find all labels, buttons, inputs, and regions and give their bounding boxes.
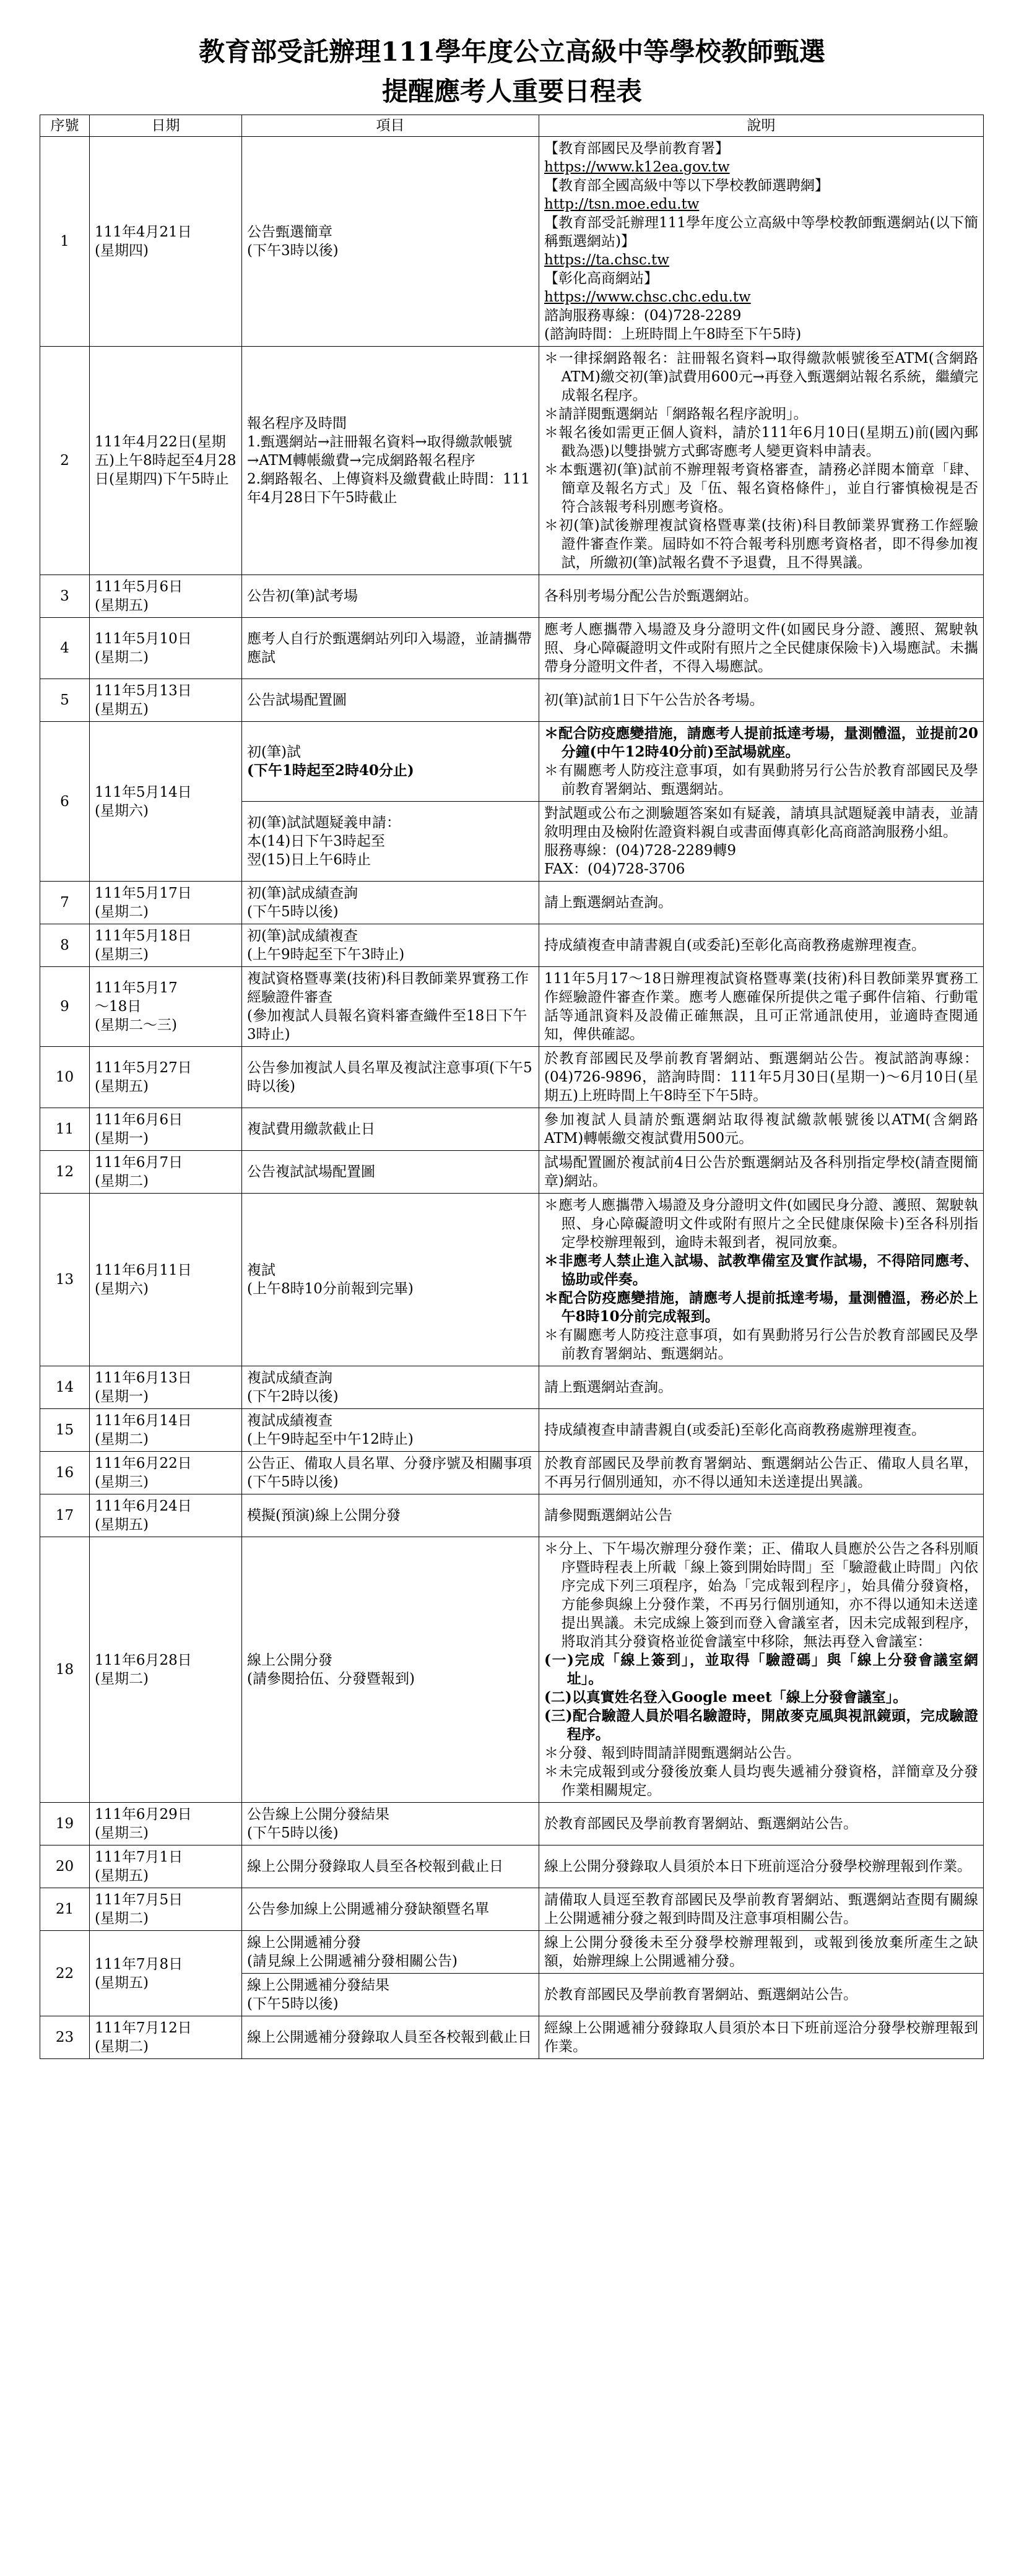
- table-row: [40, 2016, 984, 2059]
- row-number-line: 1: [60, 233, 69, 249]
- row-item: [242, 882, 539, 924]
- row-description-line: 諮詢服務專線：(04)728-2289: [544, 308, 742, 324]
- row-date: [90, 1537, 242, 1803]
- row-item: [242, 967, 539, 1047]
- row-item-line: 公告參加線上公開遞補分發缺額暨名單: [247, 1901, 489, 1917]
- row-date-line: 111年6月14日: [95, 1413, 192, 1429]
- row-item-line: (上午8時10分前報到完畢): [247, 1281, 414, 1297]
- row-date: [90, 575, 242, 618]
- row-date: [90, 1888, 242, 1931]
- row-number-line: 23: [55, 2029, 74, 2045]
- row-item-line: 複試: [247, 1262, 276, 1278]
- row-description-line: 線上公開分發錄取人員須於本日下班前逕洽分發學校辦理報到作業。: [544, 1858, 971, 1875]
- row-description: [539, 1974, 984, 2016]
- row-item: [242, 1888, 539, 1931]
- table-row: [40, 679, 984, 722]
- row-item-line: (上午9時起至中午12時止): [247, 1431, 414, 1447]
- row-description-line: 對試題或公布之測驗題答案如有疑義，請填具試題疑義申請表，並請敘明理由及檢附佐證資料親自或書面傳真彰化高商諮詢服務小組。: [544, 805, 978, 840]
- row-date: [90, 1931, 242, 2016]
- row-item-line: 公告參加複試人員名單及複試注意事項(下午5時以後): [247, 1060, 532, 1095]
- row-date-line: (星期六): [95, 802, 149, 819]
- row-description-line: http://tsn.moe.edu.tw: [544, 196, 700, 212]
- row-description: [539, 967, 984, 1047]
- row-number-line: 17: [55, 1507, 74, 1524]
- row-item: [242, 137, 539, 347]
- table-row: [40, 1151, 984, 1194]
- row-date-line: 111年7月12日: [95, 2020, 192, 2036]
- row-item-line: 公告試場配置圖: [247, 692, 347, 708]
- row-description-line: 服務專線：(04)728-2289轉9: [544, 843, 737, 859]
- row-item-line: 初(筆)試試題疑義申請：: [247, 815, 401, 831]
- row-date: [90, 882, 242, 924]
- row-number: [40, 1366, 90, 1409]
- row-description: [539, 137, 984, 347]
- row-description: [539, 2016, 984, 2059]
- row-description-line: https://www.k12ea.gov.tw: [544, 159, 730, 175]
- row-description-line: ＊分上、下午場次辦理分發作業；正、備取人員應於公告之各科別順序暨時程表上所載「線上簽到開始時間」至「驗證截止時間」內依序完成下列三項程序，始為「完成報到程序」，始具備分發資格，方能參與線上分發作業，不再另行個別通知，亦不得以通知未送達提出異議。未完成線上簽到而登入會議室者，因未完成報到程序，將取消其分發資格並從會議室中移除，無法再登入會議室：: [544, 1541, 978, 1650]
- row-item-line: 複試成績查詢: [247, 1370, 332, 1386]
- row-number: [40, 137, 90, 347]
- row-description-line: 於教育部國民及學前教育署網站、甄選網站公告正、備取人員名單，不再另行個別通知，亦不得以通知未送達提出異議。: [544, 1455, 978, 1490]
- row-description: [539, 722, 984, 802]
- row-date-line: 111年5月6日: [95, 579, 183, 595]
- row-description-line: ＊有關應考人防疫注意事項，如有異動將另行公告於教育部國民及學前教育署網站、甄選網站。: [544, 1327, 978, 1362]
- row-description-line: ＊本甄選初(筆)試前不辦理報考資格審查，請務必詳閱本簡章「肆、簡章及報名方式」及「伍、報名資格條件」，並自行審慎檢視是否符合該報考科別應考資格。: [544, 462, 978, 515]
- row-description-line: 各科別考場分配公告於甄選網站。: [544, 588, 758, 604]
- row-item: [242, 1974, 539, 2016]
- row-number: [40, 967, 90, 1047]
- row-date: [90, 722, 242, 882]
- row-date-line: 111年5月13日: [95, 683, 192, 699]
- row-date-line: (星期三): [95, 947, 149, 963]
- row-description-line: 參加複試人員請於甄選網站取得複試繳款帳號後以ATM(含網路ATM)轉帳繳交複試費用500元。: [544, 1112, 978, 1147]
- row-number-line: 12: [55, 1164, 74, 1180]
- row-number: [40, 924, 90, 967]
- row-date-line: (星期五): [95, 1868, 149, 1884]
- table-row: [40, 1409, 984, 1452]
- row-description-line: 初(筆)試前1日下午公告於各考場。: [544, 692, 764, 708]
- row-date: [90, 137, 242, 347]
- row-date-line: 111年6月22日: [95, 1455, 192, 1472]
- row-item-line: 初(筆)試: [247, 744, 301, 760]
- row-date-line: 111年5月27日: [95, 1060, 192, 1076]
- row-number: [40, 347, 90, 575]
- row-date: [90, 2016, 242, 2059]
- row-number-line: 22: [55, 1965, 74, 1982]
- row-item: [242, 1047, 539, 1108]
- row-item-line: 線上公開遞補分發錄取人員至各校報到截止日: [247, 2029, 532, 2045]
- row-description: [539, 1803, 984, 1845]
- row-date-line: (星期五): [95, 1974, 149, 1991]
- row-description: [539, 924, 984, 967]
- row-description-line: ＊未完成報到或分發後放棄人員均喪失遞補分發資格，詳簡章及分發作業相關規定。: [544, 1764, 978, 1798]
- header-date: 日期: [90, 115, 242, 137]
- table-row: [40, 1537, 984, 1803]
- row-date: [90, 967, 242, 1047]
- row-description-line: https://ta.chsc.tw: [544, 252, 669, 268]
- row-description: [539, 1931, 984, 1974]
- row-date: [90, 1108, 242, 1151]
- row-item-line: 2.網路報名、上傳資料及繳費截止時間：111年4月28日下午5時截止: [247, 471, 530, 506]
- table-row: [40, 1494, 984, 1537]
- row-date: [90, 1452, 242, 1494]
- row-number-line: 20: [55, 1858, 74, 1875]
- row-date-line: 111年5月18日: [95, 928, 192, 944]
- table-row: [40, 1194, 984, 1366]
- row-date-line: (星期五): [95, 1078, 149, 1095]
- row-description: [539, 1409, 984, 1452]
- row-number-line: 21: [55, 1901, 74, 1917]
- row-date-line: (星期二～三): [95, 1017, 177, 1033]
- row-number-line: 11: [55, 1121, 74, 1137]
- row-date: [90, 1494, 242, 1537]
- row-item-line: (下午2時以後): [247, 1389, 339, 1405]
- header-item: 項目: [242, 115, 539, 137]
- row-number-line: 10: [55, 1069, 74, 1085]
- row-description-line: 於教育部國民及學前教育署網站、甄選網站公告。: [544, 1816, 857, 1832]
- row-description: [539, 802, 984, 882]
- row-item-line: 複試成績複查: [247, 1413, 332, 1429]
- row-item-line: (請參閱拾伍、分發暨報到): [247, 1671, 415, 1687]
- row-item-line: 線上公開分發: [247, 1652, 332, 1668]
- row-date: [90, 1047, 242, 1108]
- row-item-line: 應考人自行於甄選網站列印入場證，並請攜帶應試: [247, 631, 532, 666]
- row-description-line: ＊應考人應攜帶入場證及身分證明文件(如國民身分證、護照、駕駛執照、身心障礙證明文件或附有照片之全民健康保險卡)至各科別指定學校辦理報到，逾時未報到者，視同放棄。: [544, 1197, 978, 1251]
- row-description: [539, 1452, 984, 1494]
- row-date: [90, 1845, 242, 1888]
- row-item-line: (下午5時以後): [247, 904, 339, 920]
- row-date-line: (星期二): [95, 1671, 149, 1687]
- row-description-line: (三)配合驗證人員於唱名驗證時，開啟麥克風與視訊鏡頭，完成驗證程序。: [544, 1707, 978, 1743]
- row-item-line: 公告甄選簡章: [247, 224, 332, 240]
- row-description-line: ＊一律採網路報名：註冊報名資料→取得繳款帳號後至ATM(含網路ATM)繳交初(筆)試費用600元→再登入甄選網站報名系統，繼續完成報名程序。: [544, 350, 978, 404]
- row-number-line: 9: [60, 999, 69, 1015]
- row-date: [90, 1194, 242, 1366]
- table-header-row: [40, 115, 984, 137]
- row-item-line: 初(筆)試成績查詢: [247, 885, 358, 901]
- row-description: [539, 1537, 984, 1803]
- row-date-line: 111年4月21日: [95, 224, 192, 240]
- row-description-line: ＊有關應考人防疫注意事項，如有異動將另行公告於教育部國民及學前教育署網站、甄選網站。: [544, 763, 978, 797]
- row-item-line: (下午5時以後): [247, 1996, 339, 2012]
- row-number-line: 19: [55, 1816, 74, 1832]
- row-item-line: (上午9時起至下午3時止): [247, 947, 405, 963]
- row-date-line: 111年7月5日: [95, 1892, 183, 1908]
- row-item-line: 本(14)日下午3時起至: [247, 833, 385, 849]
- row-item: [242, 575, 539, 618]
- row-description: [539, 1845, 984, 1888]
- row-item-line: 線上公開遞補分發結果: [247, 1977, 389, 1993]
- row-description-line: 111年5月17～18日辦理複試資格暨專業(技術)科目教師業界實務工作經驗證件審查作業。應考人應確保所提供之電子郵件信箱、行動電話等通訊資料及設備正確無誤，且可正常通訊使用，並適時查閱通知，俾供確認。: [544, 971, 978, 1043]
- row-date: [90, 679, 242, 722]
- row-date-line: 111年5月10日: [95, 631, 192, 647]
- row-description-line: https://www.chsc.chc.edu.tw: [544, 289, 751, 305]
- row-number-line: 7: [60, 895, 69, 911]
- row-date-line: (星期二): [95, 649, 149, 666]
- row-description-line: 經線上公開遞補分發錄取人員須於本日下班前逕洽分發學校辦理報到作業。: [544, 2020, 978, 2055]
- row-date-line: (星期二): [95, 1431, 149, 1447]
- row-description-line: ＊分發、報到時間請詳閱甄選網站公告。: [544, 1745, 801, 1761]
- table-row: [40, 618, 984, 679]
- row-number: [40, 882, 90, 924]
- row-date-line: (星期一): [95, 1389, 149, 1405]
- row-description-line: 請備取人員逕至教育部國民及學前教育署網站、甄選網站查閱有關線上公開遞補分發之報到時間及注意事項相關公告。: [544, 1892, 978, 1927]
- row-date-line: 111年6月29日: [95, 1806, 192, 1823]
- row-number: [40, 1452, 90, 1494]
- row-date-line: 111年6月28日: [95, 1652, 192, 1668]
- table-row: [40, 575, 984, 618]
- row-item-line: 公告線上公開分發結果: [247, 1806, 389, 1823]
- row-item: [242, 1366, 539, 1409]
- row-item: [242, 1537, 539, 1803]
- row-date-line: (星期二): [95, 904, 149, 920]
- row-item-line: 公告初(筆)試考場: [247, 588, 358, 604]
- schedule-body: [40, 137, 984, 2059]
- row-date-line: (星期二): [95, 2039, 149, 2055]
- row-date: [90, 618, 242, 679]
- row-item-line: (請見線上公開遞補分發相關公告): [247, 1953, 458, 1969]
- row-item: [242, 618, 539, 679]
- row-date-line: 111年6月24日: [95, 1498, 192, 1514]
- row-description-line: 持成績複查申請書親自(或委託)至彰化高商教務處辦理複查。: [544, 1422, 926, 1438]
- row-item: [242, 1108, 539, 1151]
- row-description: [539, 1108, 984, 1151]
- row-date-line: (星期二): [95, 1173, 149, 1189]
- row-description: [539, 679, 984, 722]
- table-row: [40, 1108, 984, 1151]
- row-item: [242, 1803, 539, 1845]
- row-item: [242, 679, 539, 722]
- row-description: [539, 618, 984, 679]
- table-row: [40, 1047, 984, 1108]
- row-description-line: ＊初(筆)試後辦理複試資格暨專業(技術)科目教師業界實務工作經驗證件審查作業。屆時如不符合報考科別應考資格者，即不得參加複試，所繳初(筆)試報名費不予退費，且不得異議。: [544, 518, 978, 571]
- row-date: [90, 347, 242, 575]
- row-number: [40, 1194, 90, 1366]
- row-number: [40, 1108, 90, 1151]
- row-item-line: 複試費用繳款截止日: [247, 1121, 375, 1137]
- row-date-line: 111年6月13日: [95, 1370, 192, 1386]
- row-description-line: 應考人應攜帶入場證及身分證明文件(如國民身分證、護照、駕駛執照、身心障礙證明文件或附有照片之全民健康保險卡)入場應試。未攜帶身分證明文件者，不得入場應試。: [544, 622, 978, 675]
- row-date-line: (星期四): [95, 243, 149, 259]
- table-row: [40, 1931, 984, 1974]
- row-item: [242, 1409, 539, 1452]
- row-number-line: 2: [60, 453, 69, 469]
- row-date-line: 111年6月6日: [95, 1112, 183, 1128]
- row-number: [40, 1931, 90, 2016]
- row-item-line: 報名程序及時間: [247, 415, 347, 432]
- row-description: [539, 347, 984, 575]
- row-description-line: ＊配合防疫應變措施，請應考人提前抵達考場，量測體溫，並提前20分鐘(中午12時40分前)至試場就座。: [544, 725, 978, 760]
- row-date: [90, 1366, 242, 1409]
- row-number: [40, 618, 90, 679]
- row-number-line: 14: [55, 1379, 74, 1395]
- row-item-line: (下午5時以後): [247, 1825, 339, 1841]
- row-item-line: 複試資格暨專業(技術)科目教師業界實務工作經驗證件審查: [247, 971, 529, 1005]
- row-number: [40, 1803, 90, 1845]
- row-number: [40, 575, 90, 618]
- row-description-line: ＊非應考人禁止進入試場、試教準備室及實作試場，不得陪同應考、協助或伴奏。: [544, 1252, 978, 1288]
- row-date-line: 111年4月22日(星期五)上午8時起至4月28日(星期四)下午5時止: [95, 434, 236, 487]
- row-date-line: 111年7月1日: [95, 1849, 183, 1865]
- row-date-line: ～18日: [95, 999, 142, 1015]
- table-row: [40, 1845, 984, 1888]
- row-description-line: ＊請詳閱甄選網站「網路報名程序說明」。: [544, 406, 808, 422]
- row-item-line: 模擬(預演)線上公開分發: [247, 1507, 401, 1524]
- row-date-line: (星期五): [95, 1517, 149, 1533]
- row-item: [242, 722, 539, 802]
- row-date: [90, 1803, 242, 1845]
- row-description-line: 【教育部受託辦理111學年度公立高級中等學校教師甄選網站(以下簡稱甄選網站)】: [544, 215, 978, 249]
- row-number: [40, 1845, 90, 1888]
- table-row: [40, 1452, 984, 1494]
- table-row: [40, 1366, 984, 1409]
- document-subtitle: 提醒應考人重要日程表: [381, 76, 642, 106]
- schedule-table: [40, 115, 984, 2059]
- row-date-line: 111年5月14日: [95, 784, 192, 800]
- table-row: [40, 1803, 984, 1845]
- row-description-line: ＊報名後如需更正個人資料，請於111年6月10日(星期五)前(國內郵戳為憑)以雙掛號方式郵寄應考人變更資料申請表。: [544, 425, 978, 459]
- row-description: [539, 882, 984, 924]
- row-item: [242, 1151, 539, 1194]
- row-item: [242, 1845, 539, 1888]
- row-number: [40, 722, 90, 882]
- document-title: 教育部受託辦理111學年度公立高級中等學校教師甄選: [199, 37, 825, 67]
- row-number: [40, 1494, 90, 1537]
- row-description-line: 請上甄選網站查詢。: [544, 1379, 672, 1395]
- row-item-line: (下午3時以後): [247, 243, 339, 259]
- row-number-line: 4: [60, 640, 69, 656]
- table-row: [40, 924, 984, 967]
- row-description-line: FAX：(04)728-3706: [544, 861, 685, 877]
- row-number-line: 16: [55, 1465, 74, 1481]
- header-desc: 說明: [539, 115, 984, 137]
- row-item-line: 初(筆)試成績複查: [247, 928, 358, 944]
- row-date: [90, 1151, 242, 1194]
- row-item: [242, 347, 539, 575]
- row-date: [90, 1409, 242, 1452]
- row-date-line: (星期一): [95, 1130, 149, 1147]
- row-description-line: ＊配合防疫應變措施，請應考人提前抵達考場，量測體溫，務必於上午8時10分前完成報到。: [544, 1290, 978, 1325]
- row-item: [242, 924, 539, 967]
- row-description-line: 請參閱甄選網站公告: [544, 1507, 672, 1524]
- row-number-line: 6: [60, 793, 69, 810]
- row-number: [40, 1151, 90, 1194]
- row-description: [539, 1194, 984, 1366]
- table-row: [40, 1888, 984, 1931]
- row-number-line: 18: [55, 1662, 74, 1678]
- table-row: [40, 347, 984, 575]
- row-number-line: 3: [60, 588, 69, 604]
- row-item-line: 1.甄選網站→註冊報名資料→取得繳款帳號→ATM轉帳繳費→完成網路報名程序: [247, 434, 513, 469]
- row-description-line: (二)以真實姓名登入Google meet「線上分發會議室」。: [544, 1689, 908, 1706]
- row-description-line: 線上公開分發後未至分發學校辦理報到，或報到後放棄所產生之缺額，始辦理線上公開遞補分發。: [544, 1935, 978, 1969]
- table-row: [40, 882, 984, 924]
- row-description-line: 【彰化高商網站】: [544, 271, 658, 287]
- row-description-line: 試場配置圖於複試前4日公告於甄選網站及各科別指定學校(請查閱簡章)網站。: [544, 1155, 978, 1189]
- row-item: [242, 2016, 539, 2059]
- row-number-line: 15: [55, 1422, 74, 1438]
- row-item-line: 公告複試試場配置圖: [247, 1164, 375, 1180]
- row-date: [90, 924, 242, 967]
- row-item: [242, 1452, 539, 1494]
- row-number-line: 13: [55, 1272, 74, 1288]
- row-date-line: 111年5月17: [95, 980, 178, 996]
- table-row: [40, 967, 984, 1047]
- row-date-line: 111年5月17日: [95, 885, 192, 901]
- row-description-line: 於教育部國民及學前教育署網站、甄選網站公告。複試諮詢專線：(04)726-9896，諮詢時間：111年5月30日(星期一)～6月10日(星期五)上班時間上午8時至下午5時。: [544, 1051, 978, 1104]
- row-date-line: (星期五): [95, 701, 149, 718]
- row-item-line: 線上公開分發錄取人員至各校報到截止日: [247, 1858, 503, 1875]
- row-date-line: 111年6月11日: [95, 1262, 192, 1278]
- row-description-line: (一)完成「線上簽到」，並取得「驗證碼」與「線上分發會議室網址」。: [544, 1652, 978, 1687]
- row-item: [242, 1194, 539, 1366]
- row-item: [242, 1494, 539, 1537]
- row-description: [539, 1494, 984, 1537]
- row-date-line: 111年7月8日: [95, 1956, 183, 1972]
- row-number: [40, 1409, 90, 1452]
- table-row: [40, 722, 984, 802]
- row-description-line: 於教育部國民及學前教育署網站、甄選網站公告。: [544, 1987, 857, 2003]
- row-description: [539, 1366, 984, 1409]
- row-number: [40, 1537, 90, 1803]
- row-item-line: (參加複試人員報名資料審查織件至18日下午3時止): [247, 1008, 527, 1043]
- row-date-line: (星期三): [95, 1825, 149, 1841]
- row-number: [40, 1047, 90, 1108]
- row-number: [40, 2016, 90, 2059]
- row-date-line: (星期二): [95, 1910, 149, 1927]
- row-date-line: (星期六): [95, 1281, 149, 1297]
- row-description: [539, 1151, 984, 1194]
- row-description-line: 【教育部全國高級中等以下學校教師選聘網】: [544, 178, 829, 194]
- row-description: [539, 575, 984, 618]
- row-number-line: 5: [60, 692, 69, 708]
- row-date-line: (星期五): [95, 597, 149, 614]
- row-description: [539, 1047, 984, 1108]
- row-date-line: 111年6月7日: [95, 1155, 183, 1171]
- row-number-line: 8: [60, 937, 69, 953]
- row-item-line: 線上公開遞補分發: [247, 1935, 361, 1951]
- row-number: [40, 679, 90, 722]
- row-item: [242, 1931, 539, 1974]
- row-description-line: 請上甄選網站查詢。: [544, 895, 672, 911]
- table-row: [40, 137, 984, 347]
- row-description: [539, 1888, 984, 1931]
- row-description-line: (諮詢時間：上班時間上午8時至下午5時): [544, 326, 802, 342]
- row-item-line: 翌(15)日上午6時止: [247, 852, 371, 868]
- row-number: [40, 1888, 90, 1931]
- row-item-line: (下午1時起至2時40分止): [247, 762, 414, 779]
- row-item: [242, 802, 539, 882]
- row-description-line: 【教育部國民及學前教育署】: [544, 141, 729, 157]
- row-item-line: 公告正、備取人員名單、分發序號及相關事項(下午5時以後): [247, 1455, 532, 1490]
- row-description-line: 持成績複查申請書親自(或委託)至彰化高商教務處辦理複查。: [544, 937, 926, 953]
- header-no: 序號: [40, 115, 90, 137]
- row-date-line: (星期三): [95, 1474, 149, 1490]
